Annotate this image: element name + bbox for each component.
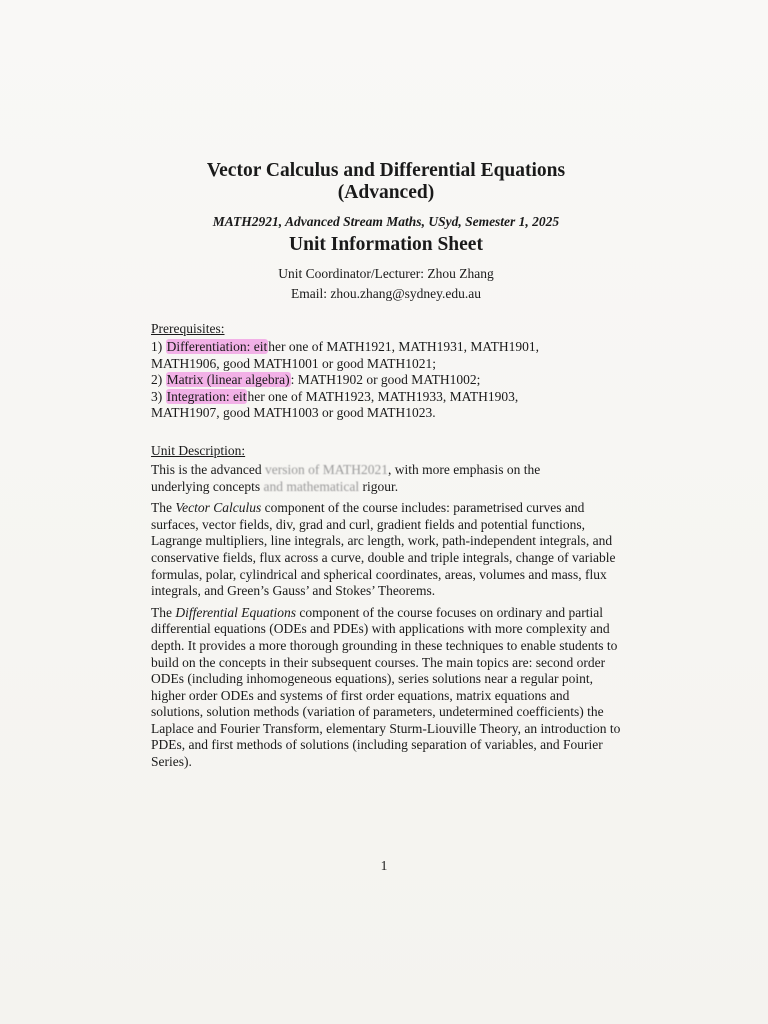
text-run: , with more emphasis on the <box>387 461 541 477</box>
course-subtitle: MATH2921, Advanced Stream Maths, USyd, Semester 1, 2025 <box>212 214 560 229</box>
text-run: This is the advanced <box>151 461 265 477</box>
sheet-title: Unit Information Sheet <box>289 234 483 255</box>
faded-text: and mathematical <box>263 478 360 494</box>
description-paragraph-2 <box>151 500 621 600</box>
emphasis-vector-calculus: Vector Calculus <box>175 500 262 516</box>
item-text: her one of MATH1921, MATH1931, MATH1901, <box>268 339 539 354</box>
text-run: The <box>151 500 176 516</box>
prerequisites-heading: Prerequisites: <box>151 321 225 336</box>
item-number: 1) <box>151 339 166 354</box>
item-text-line-2: MATH1907, good MATH1003 or good MATH1023. <box>151 405 436 421</box>
faded-text: version of MATH2021 <box>264 461 388 477</box>
email-line: Email: zhou.zhang@sydney.edu.au <box>290 286 481 301</box>
item-text: : MATH1902 or good MATH1002; <box>290 372 481 388</box>
document-body <box>151 160 621 771</box>
text-run: The <box>151 604 176 620</box>
text-run: underlying concepts <box>151 478 264 494</box>
highlighted-text: Integration: eit <box>166 388 247 404</box>
highlighted-text: Matrix (linear algebra) <box>166 372 290 388</box>
highlighted-text: Differentiation: eit <box>166 339 268 354</box>
coordinator-line: Unit Coordinator/Lecturer: Zhou Zhang <box>278 266 494 281</box>
title-line-1: Vector Calculus and Differential Equations <box>206 160 566 181</box>
emphasis-differential-equations: Differential Equations <box>175 604 296 620</box>
prerequisites-list <box>151 339 621 422</box>
page-number: 1 <box>380 858 388 873</box>
text-run: component of the course focuses on ordinary and partial differential equations (ODEs and PDEs) with applications with more complexity and depth. It provides a more thorough grounding in these techniques to enable students to build on the concepts in their subsequent courses. The main topics are: second order ODEs (including inhomogeneous equations), series solutions near a regular point, higher order ODEs and systems of first order equations, matrix equations and solutions, solution methods (variation of parameters, undetermined coefficients) the Laplace and Fourier Transform, elementary Sturm-Liouville Theory, an introduction to PDEs, and first methods of solutions (including separation of variables, and Fourier Series). <box>151 604 621 770</box>
item-number: 3) <box>151 388 166 404</box>
item-text: her one of MATH1923, MATH1933, MATH1903, <box>247 388 519 404</box>
prerequisite-item-2 <box>151 372 621 389</box>
description-paragraph-1 <box>151 462 621 495</box>
text-run: rigour. <box>359 478 399 494</box>
title-line-2: (Advanced) <box>337 182 435 203</box>
item-number: 2) <box>151 372 166 388</box>
item-text-line-2: MATH1906, good MATH1001 or good MATH1021; <box>151 355 437 371</box>
prerequisite-item-3 <box>151 389 621 422</box>
description-paragraph-3 <box>151 605 621 771</box>
document-title <box>131 160 641 204</box>
prerequisite-item-1 <box>151 339 621 372</box>
unit-description <box>151 462 621 771</box>
unit-description-heading: Unit Description: <box>151 442 246 458</box>
text-run: component of the course includes: parametrised curves and surfaces, vector fields, div, grad and curl, gradient fields and potential functions, Lagrange multipliers, line integrals, arc length, work, path-independent integrals, and conservative fields, flux across a curve, double and triple integrals, change of variable formulas, polar, cylindrical and spherical coordinates, areas, volumes and mass, flux integrals, and Green’s Gauss’ and Stokes’ Theorems. <box>151 500 616 599</box>
